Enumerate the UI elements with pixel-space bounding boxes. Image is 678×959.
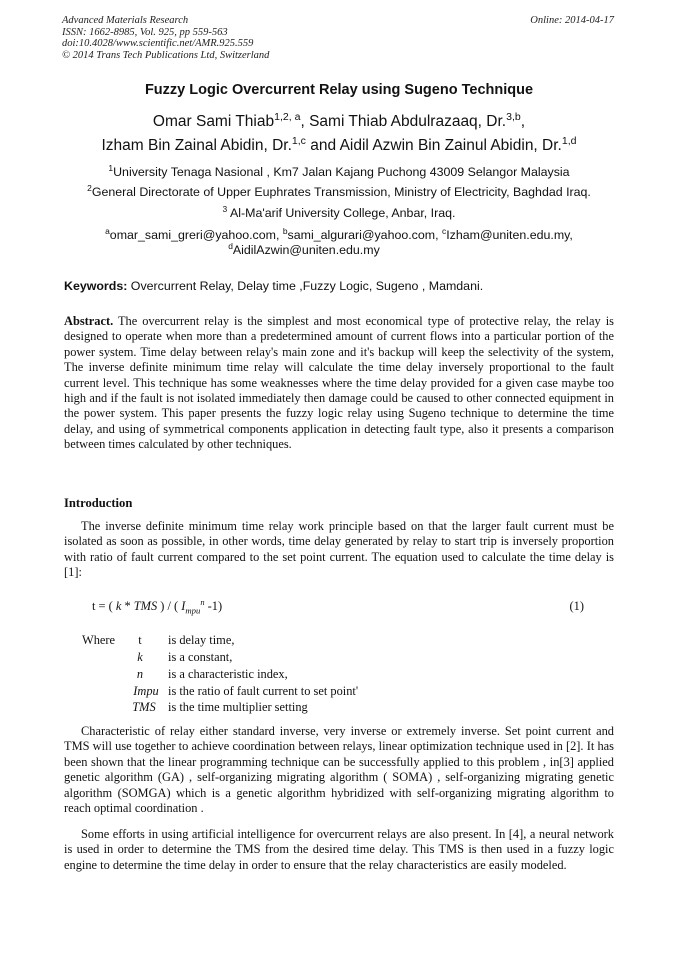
where-label: Where [82,633,116,647]
affiliation-3-text: Al-Ma'arif University College, Anbar, Iraq. [227,206,456,220]
affiliation-1-num: 1 [108,163,114,174]
eq-tms: TMS [133,599,158,613]
keywords [64,279,483,293]
journal-name: Advanced Materials Research [62,15,189,26]
def-symbol-t: t [138,633,142,647]
paper-title: Fuzzy Logic Overcurrent Relay using Sugeno Technique [144,82,534,98]
author-2-sup: 3,b [506,111,521,124]
author-2: Sami Thiab Abdulrazaaq, Dr. [309,113,507,130]
intro-paragraph-3: Some efforts in using artificial intelligence for overcurrent relays are also present. In [4], a neural network is used in order to determine the TMS from the desired time delay. This TMS is then used in a fuzzy logic engine to determine the time delay in order to ensure that the relay characteristics are easily modeled. [64,827,614,872]
authors-line-1 [0,113,678,131]
def-symbol-k: k [137,650,143,664]
eq-k: k [115,599,122,613]
email-a[interactable]: omar_sami_greri@yahoo.com, [109,228,283,242]
eq-impu: I [181,599,186,613]
abstract-label: Abstract. [64,314,114,328]
equation-1 [92,599,222,615]
email-a-sup: a [105,226,110,237]
authors-line-2 [0,137,678,155]
keywords-label: Keywords: [64,279,128,293]
emails-line-2 [0,243,678,258]
intro-paragraph-2: Characteristic of relay either standard inverse, very inverse or extremely inverse. Set point current and TMS will use together to achieve coordination between relays, linear optimization technique used in [2]. It has been shown that the linear programming technique can be successfully applied to this problem , in[3] applied genetic algorithm (GA) , self-organizing migrating algorithm ( SOMA) , self-organizing migrating genetic algorithm (SOMGA) which is a genetic algorithm hybridized with self-organizing migrating algorithm to reach optimal coordination . [64,724,614,816]
section-heading-introduction: Introduction [64,496,133,510]
def-text-k: is a constant, [168,650,233,664]
author-and: and [305,137,340,154]
def-symbol-impu: Impu [133,684,159,698]
journal-copyright: © 2014 Trans Tech Publications Ltd, Switzerland [62,49,270,61]
journal-issn: ISSN: 1662-8985, Vol. 925, pp 559-563 [62,26,228,38]
email-d[interactable]: AidilAzwin@uniten.edu.my [232,243,380,257]
journal-header [62,15,269,61]
email-c[interactable]: Izham@uniten.edu.my, [446,228,573,242]
affiliation-1 [0,165,678,179]
def-text-tms: is the time multiplier setting [168,700,308,714]
author-trailing-comma: , [520,113,526,130]
eq-mid2: ) / ( [157,599,182,613]
eq-lhs: t = ( [92,599,116,613]
author-4: Aidil Azwin Bin Zainul Abidin, Dr. [339,137,562,154]
eq-tail: -1) [204,599,223,613]
affiliation-1-text: University Tenaga Nasional , Km7 Jalan Kajang Puchong 43009 Selangor Malaysia [113,165,570,179]
email-c-sup: c [441,226,447,237]
author-3: Izham Bin Zainal Abidin, Dr. [101,137,292,154]
affiliation-3-num: 3 [222,204,228,215]
email-b[interactable]: sami_algurari@yahoo.com, [287,228,442,242]
online-date: Online: 2014-04-17 [530,15,614,26]
intro-paragraph-1: The inverse definite minimum time relay work principle based on that the larger fault current must be isolated as soon as possible, in other words, time delay generated by relay to start trip is inversely proportion with ratio of fault current compared to the set point current. The equation used to calculate the time delay is [1]: [64,519,614,580]
abstract-text: The overcurrent relay is the simplest and most economical type of protective relay, the relay is designed to operate when more than a predetermined amount of current flows into a particular portion of the power system. Time delay between relay's main zone and it's backup will keep the selectivity of the system, The inverse definite minimum time relay will calculate the time delay inversely proportional to the fault current level. This technique has some weaknesses where the time delay provided for a given case maybe too high and if the fault is not isolated immediately then damage could be caused to other connected equipment in the power system. This paper presents the fuzzy logic relay using Sugeno technique to determine the time delay, and using of symmetrical components application in detecting fault type, also it presents a comparison between times calculated by other techniques. [64,314,614,452]
author-emails [0,228,678,258]
affiliation-3 [0,206,678,220]
author-separator: , [300,113,310,130]
author-1-sup: 1,2, a [274,111,301,124]
affiliation-2 [0,185,678,199]
author-3-sup: 1,c [291,135,306,148]
eq-n-exponent: n [200,597,205,608]
author-4-sup: 1,d [561,135,577,148]
equation-number: (1) [569,599,584,613]
keywords-text: Overcurrent Relay, Delay time ,Fuzzy Logic, Sugeno , Mamdani. [127,279,484,293]
def-symbol-tms: TMS [132,700,156,714]
eq-mid: * [121,599,134,613]
email-b-sup: b [282,226,288,237]
affiliation-2-num: 2 [87,183,92,194]
def-text-impu: is the ratio of fault current to set point' [168,684,359,698]
author-1: Omar Sami Thiab [152,113,275,130]
email-d-sup: d [228,241,233,252]
emails-line-1 [0,228,678,243]
def-text-n: is a characteristic index, [168,667,288,681]
eq-impu-sub: mpu [185,605,201,616]
journal-doi: doi:10.4028/www.scientific.net/AMR.925.559 [62,38,254,50]
def-symbol-n: n [136,667,144,681]
abstract [64,314,614,453]
def-text-t: is delay time, [168,633,235,647]
affiliation-2-text: General Directorate of Upper Euphrates Transmission, Ministry of Electricity, Baghdad Iraq. [91,185,591,199]
